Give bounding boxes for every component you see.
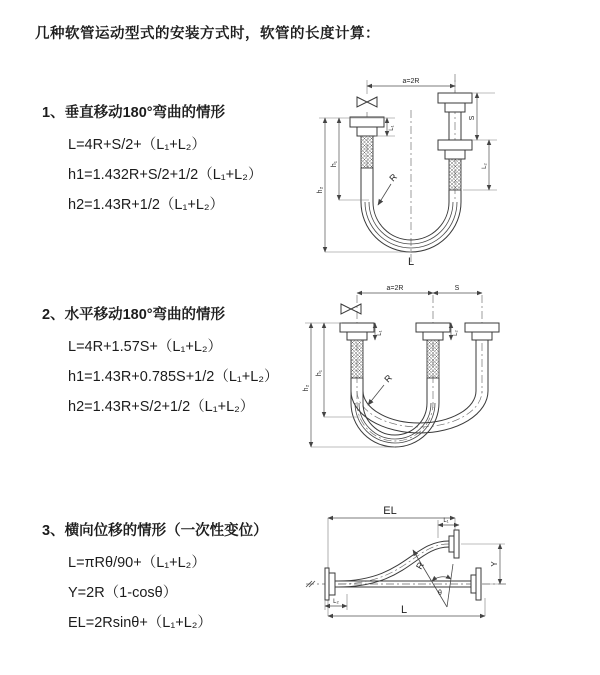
- formula-line: L=πRθ/90+（L₁+L₂）: [68, 555, 206, 571]
- dim-label-length: L: [407, 256, 415, 268]
- diagram-lateral-displacement: [300, 498, 600, 653]
- dim-label-radius: R: [387, 171, 400, 184]
- braided-hose-section: [449, 159, 461, 190]
- valve-icon: [341, 304, 361, 314]
- section-horizontal-180: [42, 303, 312, 425]
- section-lateral-displacement: [42, 519, 312, 641]
- flange-assembly-middle: [416, 323, 450, 378]
- dim-label-h1: h₁: [331, 160, 338, 168]
- section-3-heading: 3、横向位移的情形（一次性变位）: [42, 523, 268, 539]
- section-2-heading: 2、水平移动180°弯曲的情形: [42, 307, 226, 323]
- centerline: [357, 391, 482, 427]
- flange-assembly-left: [350, 117, 384, 168]
- formula-line: EL=2Rsinθ+（L₁+L₂）: [68, 615, 212, 631]
- formula-line: Y=2R（1-cosθ）: [68, 585, 178, 601]
- dim-label-radius: R: [414, 560, 426, 571]
- dim-label-s: S: [454, 285, 460, 292]
- dim-label-h2: h₂: [303, 384, 310, 392]
- dim-label-a2r: a=2R: [386, 285, 404, 292]
- hose-u-bend-original: [351, 378, 439, 447]
- dim-label-l2: L₂: [453, 330, 459, 336]
- diagram-horizontal-180-bend: [300, 283, 600, 468]
- page-title: 几种软管运动型式的安装方式时，软管的长度计算：: [35, 26, 380, 42]
- formula-line: L=4R+S/2+（L₁+L₂）: [68, 137, 206, 153]
- diagram-vertical-180-bend: [305, 72, 595, 268]
- dim-label-h2: h₂: [317, 186, 324, 194]
- dim-label-y: Y: [490, 561, 499, 567]
- dim-label-a2r: a=2R: [402, 78, 420, 85]
- braided-hose-section: [351, 340, 363, 378]
- valve-icon: [357, 97, 377, 107]
- dim-label-el: EL: [383, 505, 397, 517]
- flange-left: [325, 568, 335, 600]
- dim-label-l1: L₁: [377, 330, 383, 336]
- dim-label-l2: L₂: [482, 163, 488, 169]
- formula-line: L=4R+1.57S+（L₁+L₂）: [68, 339, 223, 355]
- dim-label-s: S: [469, 115, 476, 121]
- formula-line: h1=1.432R+S/2+1/2（L₁+L₂）: [68, 167, 263, 183]
- dim-label-radius: R: [382, 372, 395, 385]
- formula-line: h1=1.43R+0.785S+1/2（L₁+L₂）: [68, 369, 279, 385]
- hose-s-curve-displaced: [338, 541, 449, 587]
- braided-hose-section: [427, 340, 439, 378]
- flange-assembly-left: [340, 323, 374, 378]
- braided-hose-section: [361, 136, 373, 168]
- centerline: [338, 544, 449, 584]
- hose-u-bend-displaced: [351, 355, 488, 433]
- section-vertical-180: [42, 101, 312, 223]
- dim-label-length: L: [400, 604, 408, 616]
- section-1-heading: 1、垂直移动180°弯曲的情形: [42, 105, 226, 121]
- formula-line: h2=1.43R+S/2+1/2（L₁+L₂）: [68, 399, 255, 415]
- formula-line: h2=1.43R+1/2（L₁+L₂）: [68, 197, 225, 213]
- dim-label-l1: L₁: [443, 518, 449, 524]
- flange-assembly-right: [438, 93, 472, 190]
- flange-original: [471, 568, 481, 600]
- dim-label-l2: L₂: [333, 599, 339, 605]
- angle-label-theta: θ: [438, 590, 442, 597]
- flange-displaced: [449, 530, 459, 558]
- dim-label-h1: h₁: [316, 369, 323, 377]
- dim-label-l1: L₁: [389, 125, 395, 131]
